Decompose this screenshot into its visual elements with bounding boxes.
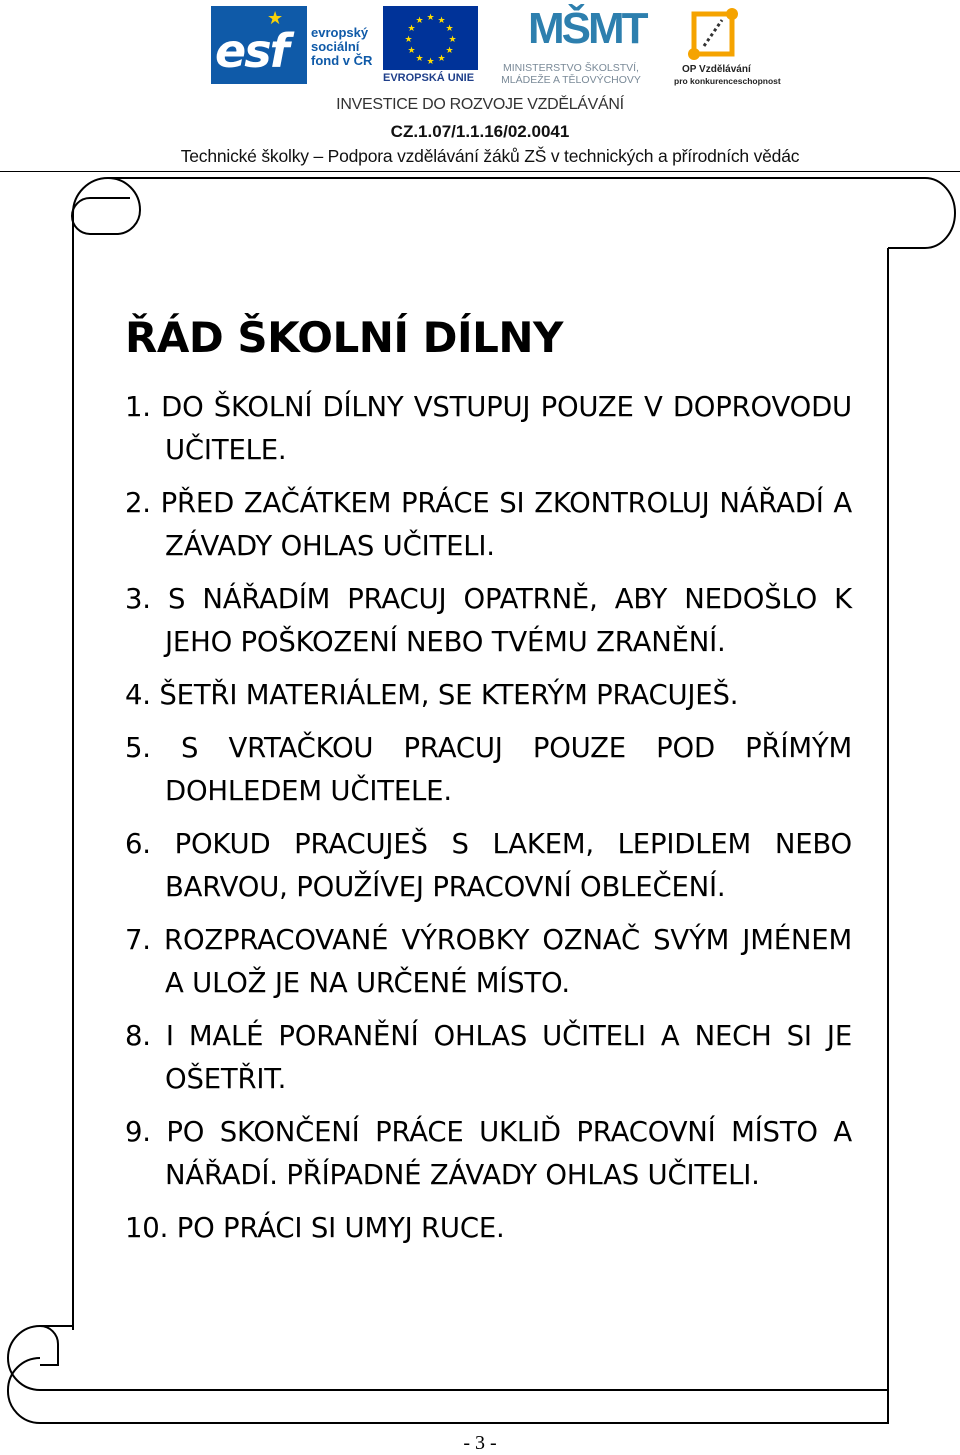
list-item [125,823,852,909]
svg-text:★: ★ [445,24,454,34]
svg-text:★: ★ [415,54,424,64]
rule-number: 5. [125,732,151,764]
msmt-mark: MŠMT [528,4,646,53]
rule-text: PŘED ZAČÁTKEM PRÁCE SI ZKONTROLUJ NÁŘADÍ A ZÁVADY OHLAS UČITELI. [160,487,852,562]
rule-text: POKUD PRACUJEŠ S LAKEM, LEPIDLEM NEBO BARVOU, POUŽÍVEJ PRACOVNÍ OBLEČENÍ. [165,828,852,903]
project-subtitle: Technické školky – Podpora vzdělávání žáků ZŠ v technických a přírodních vědác [180,146,800,166]
rule-number: 7. [125,924,151,956]
rule-text: I MALÉ PORANĚNÍ OHLAS UČITELI A NECH SI JE OŠETŘIT. [165,1020,852,1095]
esf-line3: fond v ČR [311,53,373,68]
list-item [125,727,852,813]
rule-text: DO ŠKOLNÍ DÍLNY VSTUPUJ POUZE V DOPROVODU UČITELE. [161,391,852,466]
rule-text: PO PRÁCI SI UMYJ RUCE. [176,1212,505,1244]
esf-logo-word: esf [215,24,288,78]
page-title: ŘÁD ŠKOLNÍ DÍLNY [125,313,563,362]
rule-number: 8. [125,1020,151,1052]
list-item [125,674,852,717]
project-code: CZ.1.07/1.1.16/02.0041 [390,122,570,141]
svg-text:★: ★ [415,16,424,26]
list-item [125,482,852,568]
svg-text:★: ★ [426,13,435,23]
list-item [125,1015,852,1101]
svg-text:★: ★ [407,46,416,56]
investice-banner: INVESTICE DO ROZVOJE VZDĚLÁVÁNÍ [336,96,624,113]
rule-text: ROZPRACOVANÉ VÝROBKY OZNAČ SVÝM JMÉNEM A ULOŽ JE NA URČENÉ MÍSTO. [164,924,852,999]
list-item [125,1111,852,1197]
rule-number: 1. [125,391,151,423]
document-body [125,312,852,1260]
msmt-line2: MLÁDEŽE A TĚLOVÝCHOVY [501,74,641,86]
svg-text:★: ★ [404,35,413,45]
opvk-line2: pro konkurenceschopnost [674,76,781,86]
logo-bar [0,0,960,96]
eu-logo [383,6,478,84]
rule-number: 9. [125,1116,151,1148]
esf-line2: sociální [311,39,360,54]
rule-number: 6. [125,828,151,860]
rule-number: 3. [125,583,151,615]
esf-line1: evropský [311,25,369,40]
rule-number: 2. [125,487,151,519]
opvk-mark-icon [684,6,742,62]
page-number: - 3 - [463,1432,497,1454]
esf-logo-box [211,6,307,84]
star-icon: ★ [267,8,284,29]
eu-label: EVROPSKÁ UNIE [383,72,475,84]
rule-number: 10. [125,1212,169,1244]
list-item [125,1207,852,1250]
svg-text:★: ★ [407,24,416,34]
eu-flag-icon [383,6,478,70]
list-item [125,578,852,664]
msmt-text [486,62,656,86]
esf-logo-text [311,26,372,68]
list-item [125,919,852,1005]
rule-text: S VRTAČKOU PRACUJ POUZE POD PŘÍMÝM DOHLEDEM UČITELE. [165,732,852,807]
rule-number: 4. [125,679,151,711]
svg-text:★: ★ [445,46,454,56]
rule-text: ŠETŘI MATERIÁLEM, SE KTERÝM PRACUJEŠ. [159,679,739,711]
rule-text: S NÁŘADÍM PRACUJ OPATRNĚ, ABY NEDOŠLO K JEHO POŠKOZENÍ NEBO TVÉMU ZRANĚNÍ. [165,583,853,658]
list-item [125,386,852,472]
rules-list [125,386,852,1250]
msmt-logo [486,4,656,86]
rule-text: PO SKONČENÍ PRÁCE UKLIĎ PRACOVNÍ MÍSTO A NÁŘADÍ. PŘÍPADNÉ ZÁVADY OHLAS UČITELI. [165,1116,852,1191]
svg-text:★: ★ [437,16,446,26]
svg-text:★: ★ [448,35,457,45]
svg-text:★: ★ [437,54,446,64]
svg-text:★: ★ [426,57,435,67]
opvk-line1: OP Vzdělávání [682,64,751,75]
esf-logo [211,6,378,84]
opvk-logo [670,4,781,86]
msmt-line1: MINISTERSTVO ŠKOLSTVÍ, [503,62,639,74]
